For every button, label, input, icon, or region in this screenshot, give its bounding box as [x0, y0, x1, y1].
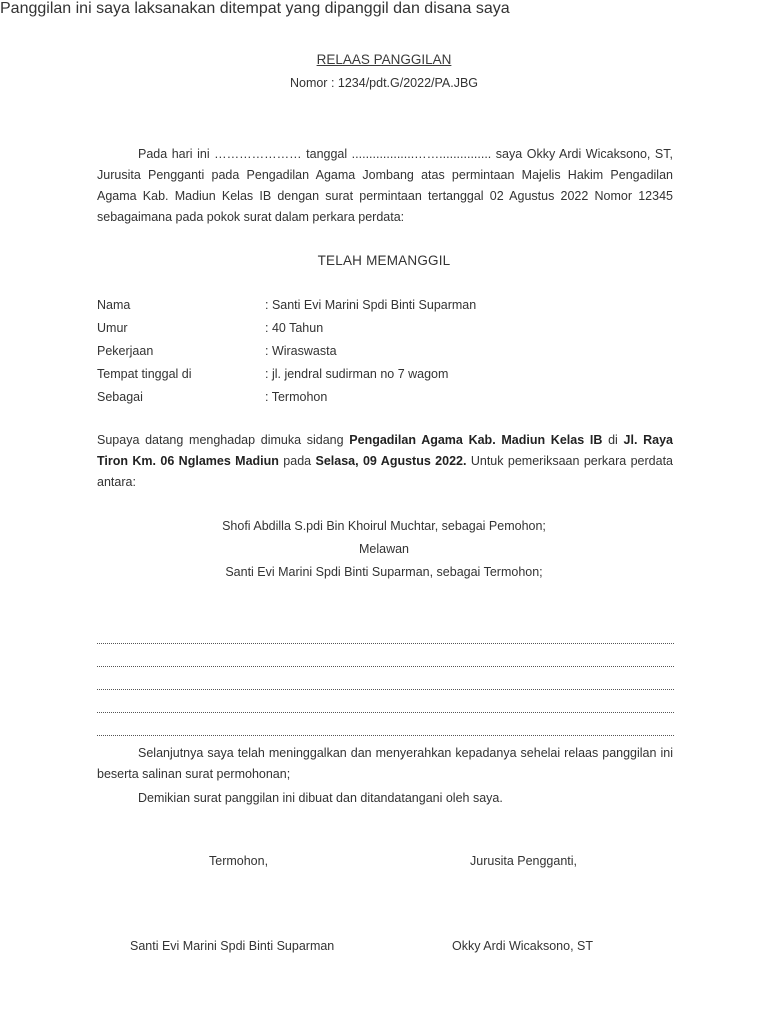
- summons-text: Untuk pemeriksaan perkara perdata antara:: [97, 454, 673, 489]
- identity-value: : Termohon: [265, 390, 328, 404]
- identity-label: Sebagai: [97, 390, 143, 404]
- identity-label: Pekerjaan: [97, 344, 154, 358]
- identity-value: : Wiraswasta: [265, 344, 337, 358]
- signature-name-termohon: Santi Evi Marini Spdi Binti Suparman: [130, 939, 335, 953]
- court-name: Pengadilan Agama Kab. Madiun Kelas IB: [349, 433, 603, 447]
- party-pemohon: Shofi Abdilla S.pdi Bin Khoirul Muchtar, sebagai Pemohon;: [222, 519, 546, 533]
- closing-statement: Demikian surat panggilan ini dibuat dan ditandatangani oleh saya.: [138, 791, 503, 805]
- party-termohon: Santi Evi Marini Spdi Binti Suparman, sebagai Termohon;: [225, 565, 543, 579]
- summons-text: di: [602, 433, 624, 447]
- signature-role-termohon: Termohon,: [209, 854, 269, 868]
- signature-role-jurusita: Jurusita Pengganti,: [470, 854, 578, 868]
- signature-name-jurusita: Okky Ardi Wicaksono, ST: [452, 939, 594, 953]
- identity-label: Umur: [97, 321, 128, 335]
- summons-text: pada: [278, 454, 316, 468]
- dotted-fill-line: [97, 735, 674, 736]
- identity-value: : 40 Tahun: [265, 321, 324, 335]
- identity-label: Tempat tinggal di: [97, 367, 192, 381]
- section-heading: TELAH MEMANGGIL: [317, 253, 451, 268]
- opening-paragraph: Pada hari ini ………………… tanggal ..................……............... saya Okky Ardi Wicaksono, ST, Jurusita Pengganti pada Pengadilan Agama Jombang atas permintaan Majelis Hakim Pengadilan Agama Kab. Madiun Kelas IB dengan surat permintaan tertanggal 02 Agustus 2022 Nomor 12345 sebagaimana pada pokok surat dalam perkara perdata:: [97, 147, 673, 224]
- dotted-fill-line: [97, 712, 674, 713]
- panggilan-statement: Panggilan ini saya laksanakan ditempat yang dipanggil dan disana saya: [0, 0, 510, 17]
- identity-value: : Santi Evi Marini Spdi Binti Suparman: [265, 298, 477, 312]
- summons-paragraph: [97, 430, 673, 493]
- identity-value: : jl. jendral sudirman no 7 wagom: [265, 367, 449, 381]
- dotted-fill-line: [97, 689, 674, 690]
- dotted-fill-line: [97, 666, 674, 667]
- hearing-date: Selasa, 09 Agustus 2022.: [315, 454, 467, 468]
- closing-paragraph: Selanjutnya saya telah meninggalkan dan menyerahkan kepadanya sehelai relaas panggilan ini beserta salinan surat permohonan;: [97, 746, 673, 781]
- court-address: Jl. Raya Tiron Km. 06 Nglames Madiun: [97, 433, 673, 468]
- document-title: RELAAS PANGGILAN: [316, 52, 452, 67]
- party-melawan: Melawan: [358, 542, 410, 556]
- document-number: Nomor : 1234/pdt.G/2022/PA.JBG: [289, 76, 479, 90]
- identity-label: Nama: [97, 298, 131, 312]
- dotted-fill-line: [97, 643, 674, 644]
- summons-text: Supaya datang menghadap dimuka sidang: [97, 433, 350, 447]
